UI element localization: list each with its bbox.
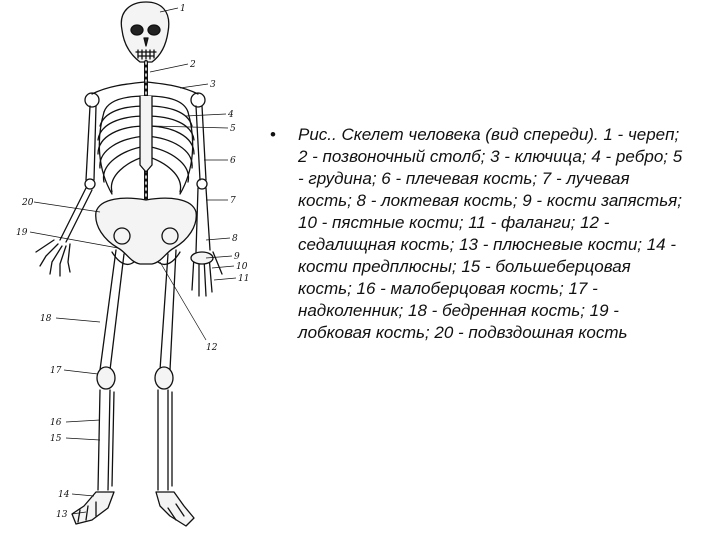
left-leg bbox=[72, 250, 124, 524]
figure-labels bbox=[16, 4, 249, 520]
right-leg bbox=[155, 250, 194, 526]
bullet: • bbox=[270, 125, 276, 144]
label-14: 14 bbox=[58, 490, 70, 500]
skeleton-drawing bbox=[0, 0, 270, 540]
label-19: 19 bbox=[16, 228, 28, 238]
label-5: 5 bbox=[230, 124, 236, 134]
label-18: 18 bbox=[40, 314, 52, 324]
label-4: 4 bbox=[228, 110, 234, 120]
label-7: 7 bbox=[230, 196, 236, 206]
label-16: 16 bbox=[50, 418, 62, 428]
label-11: 11 bbox=[238, 274, 250, 284]
label-10: 10 bbox=[236, 262, 248, 272]
skull bbox=[121, 2, 168, 62]
figure-caption bbox=[270, 124, 700, 344]
label-20: 20 bbox=[22, 198, 34, 208]
label-2: 2 bbox=[190, 60, 196, 70]
label-17: 17 bbox=[50, 366, 62, 376]
label-6: 6 bbox=[230, 156, 236, 166]
label-1: 1 bbox=[180, 4, 186, 14]
label-13: 13 bbox=[56, 510, 68, 520]
label-8: 8 bbox=[232, 234, 238, 244]
label-12: 12 bbox=[206, 343, 218, 353]
pelvis bbox=[96, 198, 197, 264]
label-15: 15 bbox=[50, 434, 62, 444]
caption-text: Рис.. Скелет человека (вид спереди). 1 - череп; 2 - позвоночный столб; 3 - ключица; 4 - ребро; 5 - грудина; 6 - плечевая кость; 7 - лучевая кость; 8 - локтевая кость; 9 - кости запястья; 10 - пястные кости; 11 - фаланги; 12 - седалищная кость; 13 - плюсневые кости; 14 - кости предплюсны; 15 - большеберцовая кость; 16 - малоберцовая кость; 17 - надколенник; 18 - бедренная кость; 19 - лобковая кость; 20 - подвздошная кость bbox=[298, 125, 683, 342]
label-9: 9 bbox=[234, 252, 240, 262]
label-3: 3 bbox=[210, 80, 216, 90]
left-arm bbox=[36, 106, 96, 276]
skeleton-figure bbox=[0, 0, 270, 540]
